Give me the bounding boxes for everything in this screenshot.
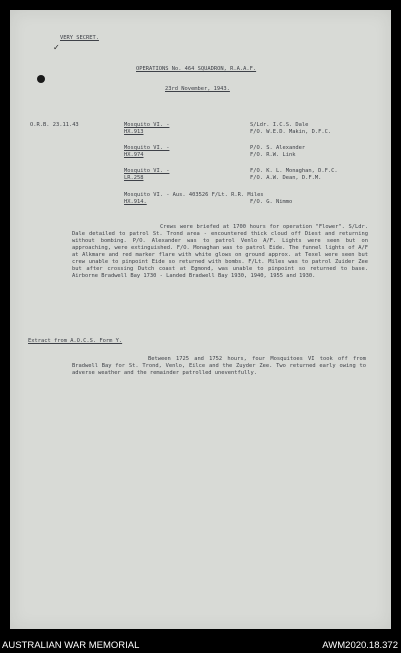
aircraft-serial: HX.913: [124, 129, 144, 135]
aircraft-serial: LR.258: [124, 175, 144, 181]
extract-heading: Extract from A.O.C.S. Form Y.: [28, 338, 123, 344]
document-page: [10, 10, 391, 629]
aircraft-type: Mosquito VI. - Aus. 403526 F/Lt. R.R. Miles: [124, 192, 264, 198]
institution-name: AUSTRALIAN WAR MEMORIAL: [2, 640, 140, 651]
aircraft-type: Mosquito VI. -: [124, 145, 170, 151]
crew-pilot: S/Ldr. I.C.S. Dale: [250, 122, 309, 128]
crew-navigator: F/O. R.W. Link: [250, 152, 296, 158]
crew-pilot: P/O. S. Alexander: [250, 145, 306, 151]
operation-report-paragraph: Crews were briefed at 1700 hours for operation "Flower". S/Ldr. Dale detailed to patrol St. Trond area - encountered thick cloud off Diest and returning without bombing. P/O. Alexander was to patrol Venlo A/F. Lights were seen but on approaching, were extinguished. F/O. Monaghan was to patrol Eide. The funnel lights of A/F at Alkmare and red marker flare with white glows on ground approx. at Texel were seen but crew unable to pinpoint Eide so returned with bombs. F/Lt. Miles was to patrol Zuider Zee but after crossing Dutch coast at Egmond, was unable to pinpoint so returned to base. Airborne Bradwell Bay 1730 - Landed Bradwell Bay 1930, 1940, 1955 and 1930.: [72, 224, 368, 279]
crew-navigator: F/O. G. Nimmo: [250, 199, 293, 205]
crew-pilot: F/O. K. L. Monaghan, D.F.C.: [250, 168, 338, 174]
aircraft-type: Mosquito VI. -: [124, 122, 170, 128]
aircraft-serial: HX.914.: [124, 199, 147, 205]
accession-number: AWM2020.18.372: [322, 640, 398, 651]
classification-label: VERY SECRET.: [60, 35, 99, 41]
aircraft-type: Mosquito VI. -: [124, 168, 170, 174]
pen-mark: ✓: [53, 43, 60, 52]
crew-navigator: F/O. W.E.D. Makin, D.F.C.: [250, 129, 332, 135]
document-title: OPERATIONS No. 464 SQUADRON, R.A.A.F.: [136, 66, 257, 72]
aircraft-serial: HX.974: [124, 152, 144, 158]
orb-reference: O.R.B. 23.11.43: [30, 122, 79, 128]
extract-paragraph: Between 1725 and 1752 hours, four Mosquitoes VI took off from Bradwell Bay for St. Trond, Venlo, Eilce and the Zuyder Zee. Two returned early owing to adverse weather and the remainder patrolled uneventfully.: [72, 356, 366, 376]
crew-navigator: F/O. A.W. Dean, D.F.M.: [250, 175, 322, 181]
punch-hole: [37, 75, 45, 83]
collection-footer: [0, 638, 401, 653]
document-date: 23rd November, 1943.: [165, 86, 230, 92]
